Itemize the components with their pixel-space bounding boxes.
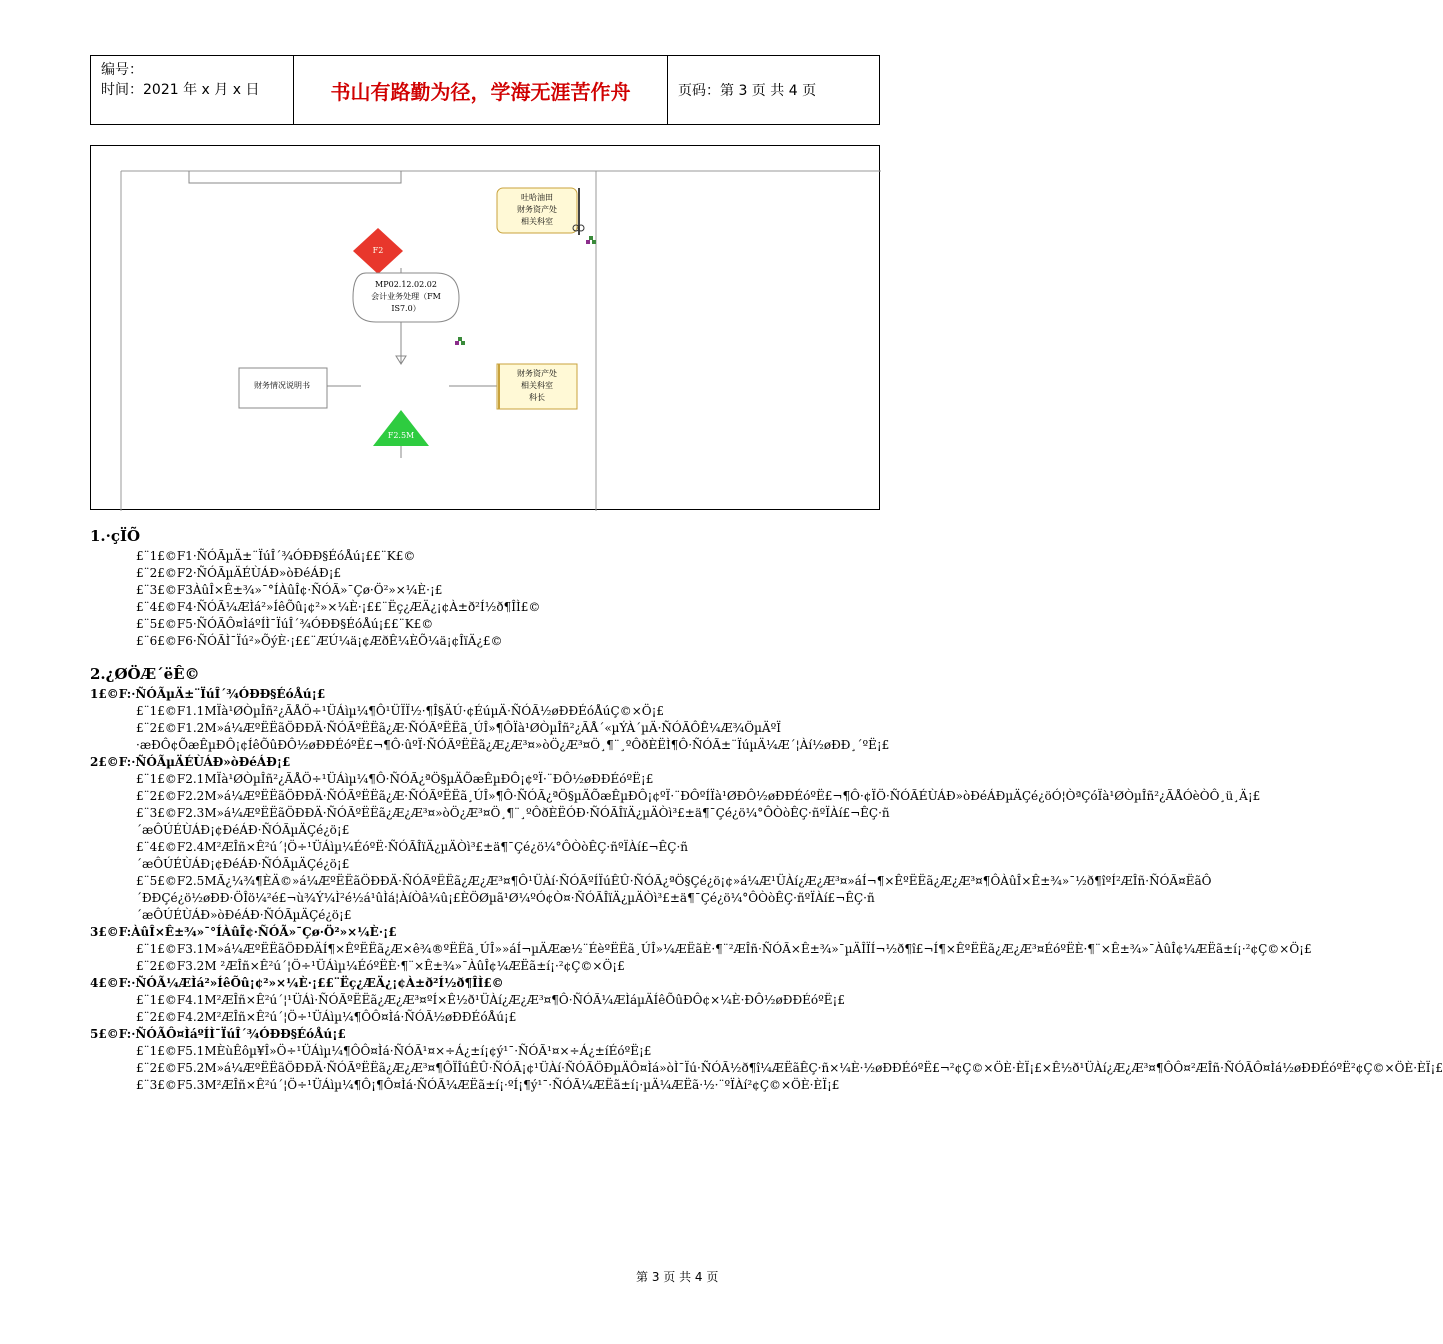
diamond-label: F2: [372, 246, 384, 255]
group-heading: 1£©F:·ÑÓÃµÄ±¨ÏúÎ´¾ÓÐÐ§ÉóÅú¡£: [90, 687, 326, 701]
group-line: £¨3£©F2.3M»á¼ÆºËËãÖÐÐÄ·ÑÓÃºËËã¿Æ¿Æ³¤»òÖ¿Æ³¤Ö¸¶¨¸ºÔðÈËÓÐ·ÑÓÃÎïÄ¿µÄÒì³£±ä¶¯Çé¿ö¼°ÔÒòÊÇ·ñºÏÀí£¬ÊÇ·ñ´æÔÚÉÙÁÐ¡¢ÐéÁÐ·ÑÓÃµÄÇé¿ö¡£: [136, 806, 890, 837]
person-icon-mid: [455, 337, 465, 345]
group-line: £¨2£©F3.2M ²ÆÎñ×Ê²ú´¦Ö÷¹ÜÁìµ¼ÉóºËÈ·¶¨×Ê±¾»¯ÀûÎ¢¼ÆËã±í¡·²¢Ç©×Ö¡£: [136, 959, 625, 973]
group-line: £¨1£©F1.1MÏà¹ØÒµÎñ²¿ÃÅÖ÷¹ÜÁìµ¼¶Ô¹ÜÏÏ½·¶Î§ÄÚ·¢ÉúµÄ·ÑÓÃ½øÐÐÉóÅúÇ©×Ö¡£: [136, 704, 665, 718]
section1-line: £¨2£©F2·ÑÓÃµÄÉÙÁÐ»òÐéÁÐ¡£: [136, 566, 342, 580]
group-line: £¨1£©F5.1MÈùÊôµ¥Î»Ö÷¹ÜÁìµ¼¶ÔÔ¤Ìá·ÑÓÃ¹¤×÷Á¿±í¡¢ý¹¯·ÑÓÃ¹¤×÷Á¿±íÉóºË¡£: [136, 1044, 652, 1058]
group-line: £¨1£©F4.1M²ÆÎñ×Ê²ú´¦¹ÜÁì·ÑÓÃºËËã¿Æ¿Æ³¤ºÍ×Ê½ð¹ÜÀí¿Æ¿Æ³¤¶Ô·ÑÓÃ¼ÆÌáµÄÍêÕûÐÔ¢×¼È·ÐÔ½øÐÐÉóºË¡£: [136, 993, 845, 1007]
group-line: £¨2£©F4.2M²ÆÎñ×Ê²ú´¦Ö÷¹ÜÁìµ¼¶ÔÔ¤Ìá·ÑÓÃ½øÐÐÉóÅú¡£: [136, 1010, 517, 1024]
doc-label: 财务情况说明书: [254, 381, 310, 390]
header-left-cell: [91, 56, 294, 124]
group-line: £¨5£©F2.5MÃ¿¼¾¶ÈÄ©»á¼ÆºËËãÖÐÐÄ·ÑÓÃºËËã¿Æ¿Æ³¤¶Ô¹ÜÀí·ÑÓÃºÍÏúÊÛ·ÑÓÃ¿ªÖ§Çé¿ö¡¢»á¼Æ¹ÜÀí¿Æ¿Æ³¤»áÍ¬¶×ÊºËËã¿Æ¿Æ³¤¶ÔÀûÎ×Ê±¾»¯½ð¶îºÍ²ÆÎñ·ÑÓÃ¤ËãÔ´ÐÐÇé¿ö½øÐÐ·ÖÎö¼²é£¬ù¾Ý¼Ì²é½á¹ûÌá¦ÀíÒâ¼û¡£ÈÖØµã¹Ø¼ºÓ¢Ò¤·ÑÓÃÎïÄ¿µÄÒì³£±ä¶¯Çé¿ö¼°ÔÒòÊÇ·ñºÏÀí£¬ÊÇ·ñ´æÔÚÉÙÁÐ»òÐéÁÐ·ÑÓÃµÄÇé¿ö¡£: [136, 874, 1212, 922]
page-footer: 第 3 页 共 4 页: [636, 1270, 719, 1284]
number-label: 编号：: [101, 62, 143, 78]
page-header: [90, 55, 880, 125]
group-heading: 4£©F:·ÑÓÃ¼ÆÌá²»ÍêÕû¡¢²»×¼È·¡££¨Ëç¿ÆÄ¿¡¢À±ð²Í½ð¶ÎÌ£©: [90, 976, 504, 990]
person-icon: [586, 236, 596, 244]
motto: 书山有路勤为径，学海无涯苦作舟: [294, 56, 668, 124]
group-line: £¨4£©F2.4M²ÆÎñ×Ê²ú´¦Ö÷¹ÜÁìµ¼ÉóºË·ÑÓÃÎïÄ¿µÄÒì³£±ä¶¯Çé¿ö¼°ÔÒòÊÇ·ñºÏÀí£¬ÊÇ·ñ´æÔÚÉÙÁÐ¡¢ÐéÁÐ·ÑÓÃµÄÇé¿ö¡£: [136, 840, 688, 871]
page-label: 页码：第 3 页 共 4 页: [678, 83, 817, 99]
group-line: £¨1£©F3.1M»á¼ÆºËËãÖÐÐÄÍ¶×ÊºËËã¿Æ×ê¾®ºËËã¸ÚÎ»»áÍ¬µÄÆæ½¨ÉèºËËã¸ÚÎ»¼ÆËãÈ·¶¨²ÆÎñ·ÑÓÃ×Ê±¾»¯µÄÎÏÍ¬½ð¶î£¬Í¶×ÊºËËã¿Æ¿Æ³¤ÉóºËÈ·¶¨×Ê±¾»¯ÀûÎ¢¼ÆËã±í¡·²¢Ç©×Ö¡£: [136, 942, 1312, 956]
section1-line: £¨5£©F5·ÑÓÃÔ¤ÌáºÍÌ¯ÏúÎ´¾ÓÐÐ§ÉóÅú¡££¨K£©: [136, 617, 434, 631]
document-body: [90, 527, 1443, 1094]
group-line: £¨2£©F5.2M»á¼ÆºËËãÖÐÐÄ·ÑÓÃºËËã¿Æ¿Æ³¤¶ÔÏÎúÊÛ·ÑÓÃ¡¢¹ÜÀí·ÑÓÃÖÐµÄÔ¤Ìá»òÌ¯Ïú·ÑÓÃ½ð¶î¼ÆËãÊÇ·ñ×¼È·½øÐÐÉóºË£¬²¢Ç©×ÖÈ·ÈÏ¡£×Ê½ð¹ÜÀí¿Æ¿Æ³¤¶ÔÔ¤²ÆÎñ·ÑÓÃÔ¤Ìá½øÐÐÉóºË²¢Ç©×ÖÈ·ÈÏ¡£: [136, 1061, 1443, 1075]
box-dept-mid-text: 财务资产处 相关科室 科长: [517, 369, 557, 402]
box-dept-top-text: 吐哈油田 财务资产处 相关科室: [517, 193, 557, 226]
section2-title: 2.¿ØÖÆ´ëÊ©: [90, 665, 200, 683]
group-heading: 3£©F:ÀûÎ×Ê±¾»¯°ÍÀûÎ¢·ÑÓÃ»¯Çø·Ö²»×¼È·¡£: [90, 925, 397, 939]
process-text: MP02.12.02.02 会计业务处理（FM IS7.0）: [371, 280, 441, 313]
time-label: 时间：2021 年 x 月 x 日: [101, 82, 260, 98]
group-heading: 2£©F:·ÑÓÃµÄÉÙÁÐ»òÐéÁÐ¡£: [90, 755, 291, 769]
section1-line: £¨4£©F4·ÑÓÃ¼ÆÌá²»ÍêÕû¡¢²»×¼È·¡££¨Ëç¿ÆÄ¿¡¢À±ð²Í½ð¶ÎÌ£©: [136, 600, 541, 614]
section1-line: £¨6£©F6·ÑÓÃÌ¯Ïú²»ÕýÈ·¡££¨ÆÚ¼ä¡¢ÆðÊ¼ÈÕ¼ä¡¢ÎïÄ¿£©: [136, 634, 503, 648]
group-line: £¨3£©F5.3M²ÆÎñ×Ê²ú´¦Ö÷¹ÜÁìµ¼¶Ô¡¶Ô¤Ìá·ÑÓÃ¼ÆËã±í¡·ºÍ¡¶ý¹¯·ÑÓÃ¼ÆËã±í¡·µÄ¼ÆËã·½·¨ºÏÀí²¢Ç©×ÖÈ·ÈÏ¡£: [136, 1078, 840, 1092]
flowchart: [90, 145, 880, 510]
flowchart-canvas: [91, 146, 881, 511]
group-heading: 5£©F:·ÑÓÃÔ¤ÌáºÍÌ¯ÏúÎ´¾ÓÐÐ§ÉóÅú¡£: [90, 1027, 346, 1041]
group-line: £¨1£©F2.1MÏà¹ØÒµÎñ²¿ÃÅÖ÷¹ÜÁìµ¼¶Ô·ÑÓÃ¿ªÖ§µÄÕæÊµÐÔ¡¢ºÏ·¨ÐÔ½øÐÐÉóºË¡£: [136, 772, 654, 786]
group-line: £¨2£©F2.2M»á¼ÆºËËãÖÐÐÄ·ÑÓÃºËËã¿Æ·ÑÓÃºËËã¸ÚÎ»¶Ô·ÑÓÃ¿ªÖ§µÄÕæÊµÐÔ¡¢ºÏ·¨ÐÔºÍÏà¹ØÐÔ½øÐÐÉóºË£¬¶Ô·¢ÏÖ·ÑÓÃÉÙÁÐ»òÐéÁÐµÄÇé¿öÓ¦ÒªÇóÏà¹ØÒµÎñ²¿ÃÅÓèÒÔ¸ü¸Ä¡£: [136, 789, 1261, 803]
section1-line: £¨3£©F3ÀûÎ×Ê±¾»¯°ÍÀûÎ¢·ÑÓÃ»¯Çø·Ö²»×¼È·¡£: [136, 583, 443, 597]
section1-title: 1.·çÏÕ: [90, 527, 141, 545]
triangle-label: F2.5M: [387, 431, 415, 440]
group-line: £¨2£©F1.2M»á¼ÆºËËãÖÐÐÄ·ÑÓÃºËËã¿Æ·ÑÓÃºËËã¸ÚÎ»¶ÔÏà¹ØÒµÎñ²¿ÃÅ´«µÝÀ´µÄ·ÑÓÃÔÊ¼Æ¾ÖµÄºÏ ·æÐÔ¢ÕæÊµÐÔ¡¢ÍêÕûÐÔ½øÐÐÉóºË£¬¶Ô·ûºÏ·ÑÓÃºËËã¿Æ¿Æ³¤»òÖ¿Æ³¤Ö¸¶¨¸ºÔðÈËÌ¶Ô·ÑÓÃ±¨ÏúµÄ¼Æ´¦Àí½øÐÐ¸´ºË¡£: [136, 721, 890, 752]
section1-line: £¨1£©F1·ÑÓÃµÄ±¨ÏúÎ´¾ÓÐÐ§ÉóÅú¡££¨K£©: [136, 549, 416, 563]
